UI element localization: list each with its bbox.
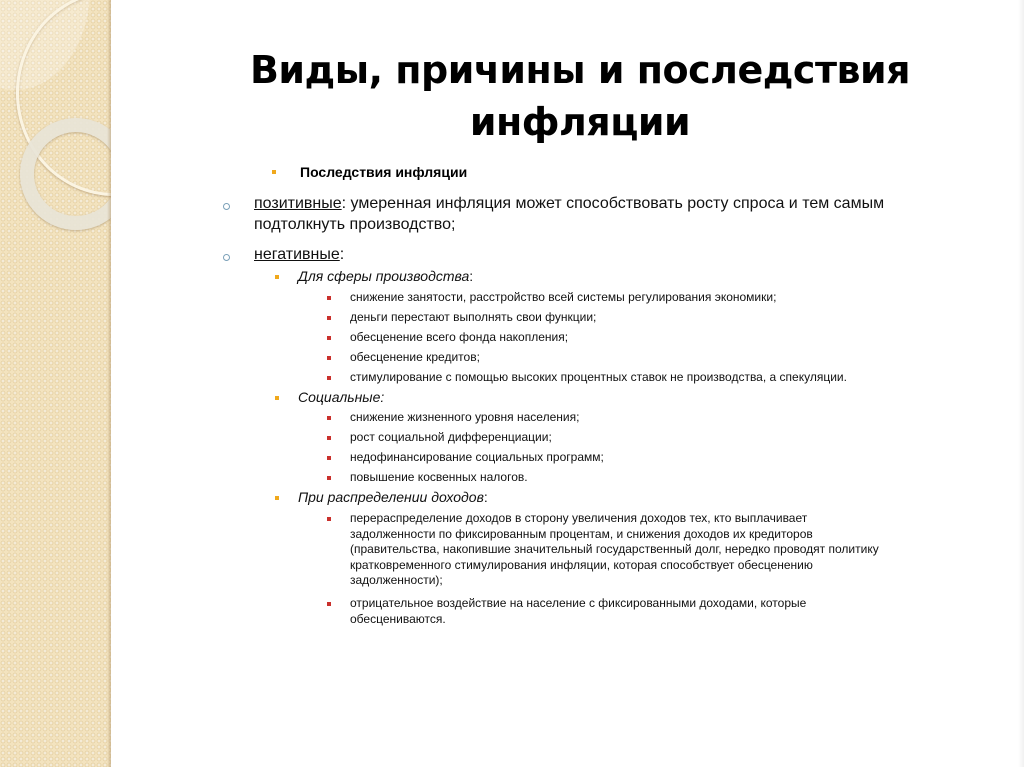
list-item: повышение косвенных налогов. [350, 470, 528, 484]
square-bullet-icon [275, 275, 279, 279]
negative-label: негативные [254, 246, 340, 263]
square-bullet-icon [327, 316, 331, 320]
square-bullet-icon [327, 456, 331, 460]
positive-text-1: : умеренная инфляция может способствовать росту спроса и тем самым [341, 195, 885, 212]
title-line-1: Виды, причины и последствия [249, 48, 911, 92]
square-bullet-icon [327, 376, 331, 380]
list-item: недофинансирование социальных программ; [350, 450, 604, 464]
list-item: перераспределение доходов в сторону увеличения доходов тех, кто выплачивает задолженности по фиксированным процентам, и снижения доходов их кредиторов (правительства, накопившие значительный государственный долг, нередко проводят политику кратковременного стимулирования инфляции, которая способствует обесценению задолженности); [350, 511, 879, 587]
square-bullet-icon [327, 416, 331, 420]
heading-text: Последствия инфляции [300, 164, 468, 180]
list-item: деньги перестают выполнять свои функции; [350, 310, 597, 324]
list-item: стимулирование с помощью высоких процентных ставок не производства, а спекуляции. [350, 370, 847, 384]
square-bullet-icon [327, 336, 331, 340]
square-bullet-icon [327, 476, 331, 480]
heading-consequences [272, 164, 467, 180]
list-item: отрицательное воздействие на население с фиксированными доходами, которые обесцениваются. [350, 596, 807, 626]
ring-bullet-icon [223, 203, 230, 210]
list-item: снижение жизненного уровня населения; [350, 410, 580, 424]
positive-label: позитивные [254, 195, 342, 212]
square-bullet-icon [327, 517, 331, 521]
slide-title [200, 44, 960, 148]
square-bullet-icon [327, 436, 331, 440]
decorative-side-panel [0, 0, 111, 767]
title-line-2: инфляции [469, 100, 691, 144]
square-bullet-icon [327, 296, 331, 300]
ring-bullet-icon [223, 254, 230, 261]
list-item: снижение занятости, расстройство всей системы регулирования экономики; [350, 290, 777, 304]
positive-paragraph [254, 193, 884, 235]
section-social-title: Социальные: [298, 389, 385, 405]
square-bullet-icon [275, 496, 279, 500]
square-bullet-icon [275, 396, 279, 400]
list-item: обесценение кредитов; [350, 350, 480, 364]
section-income-title: При распределении доходов: [298, 489, 488, 505]
square-bullet-icon [327, 602, 331, 606]
list-item: обесценение всего фонда накопления; [350, 330, 569, 344]
negative-colon: : [339, 246, 345, 263]
list-item: рост социальной дифференциации; [350, 430, 552, 444]
section-production-title: Для сферы производства: [298, 268, 474, 284]
positive-text-2: подтолкнуть производство; [254, 216, 456, 233]
square-bullet-icon [327, 356, 331, 360]
negative-paragraph [254, 244, 344, 265]
slide-right-edge [1018, 0, 1024, 767]
square-bullet-icon [272, 170, 276, 174]
